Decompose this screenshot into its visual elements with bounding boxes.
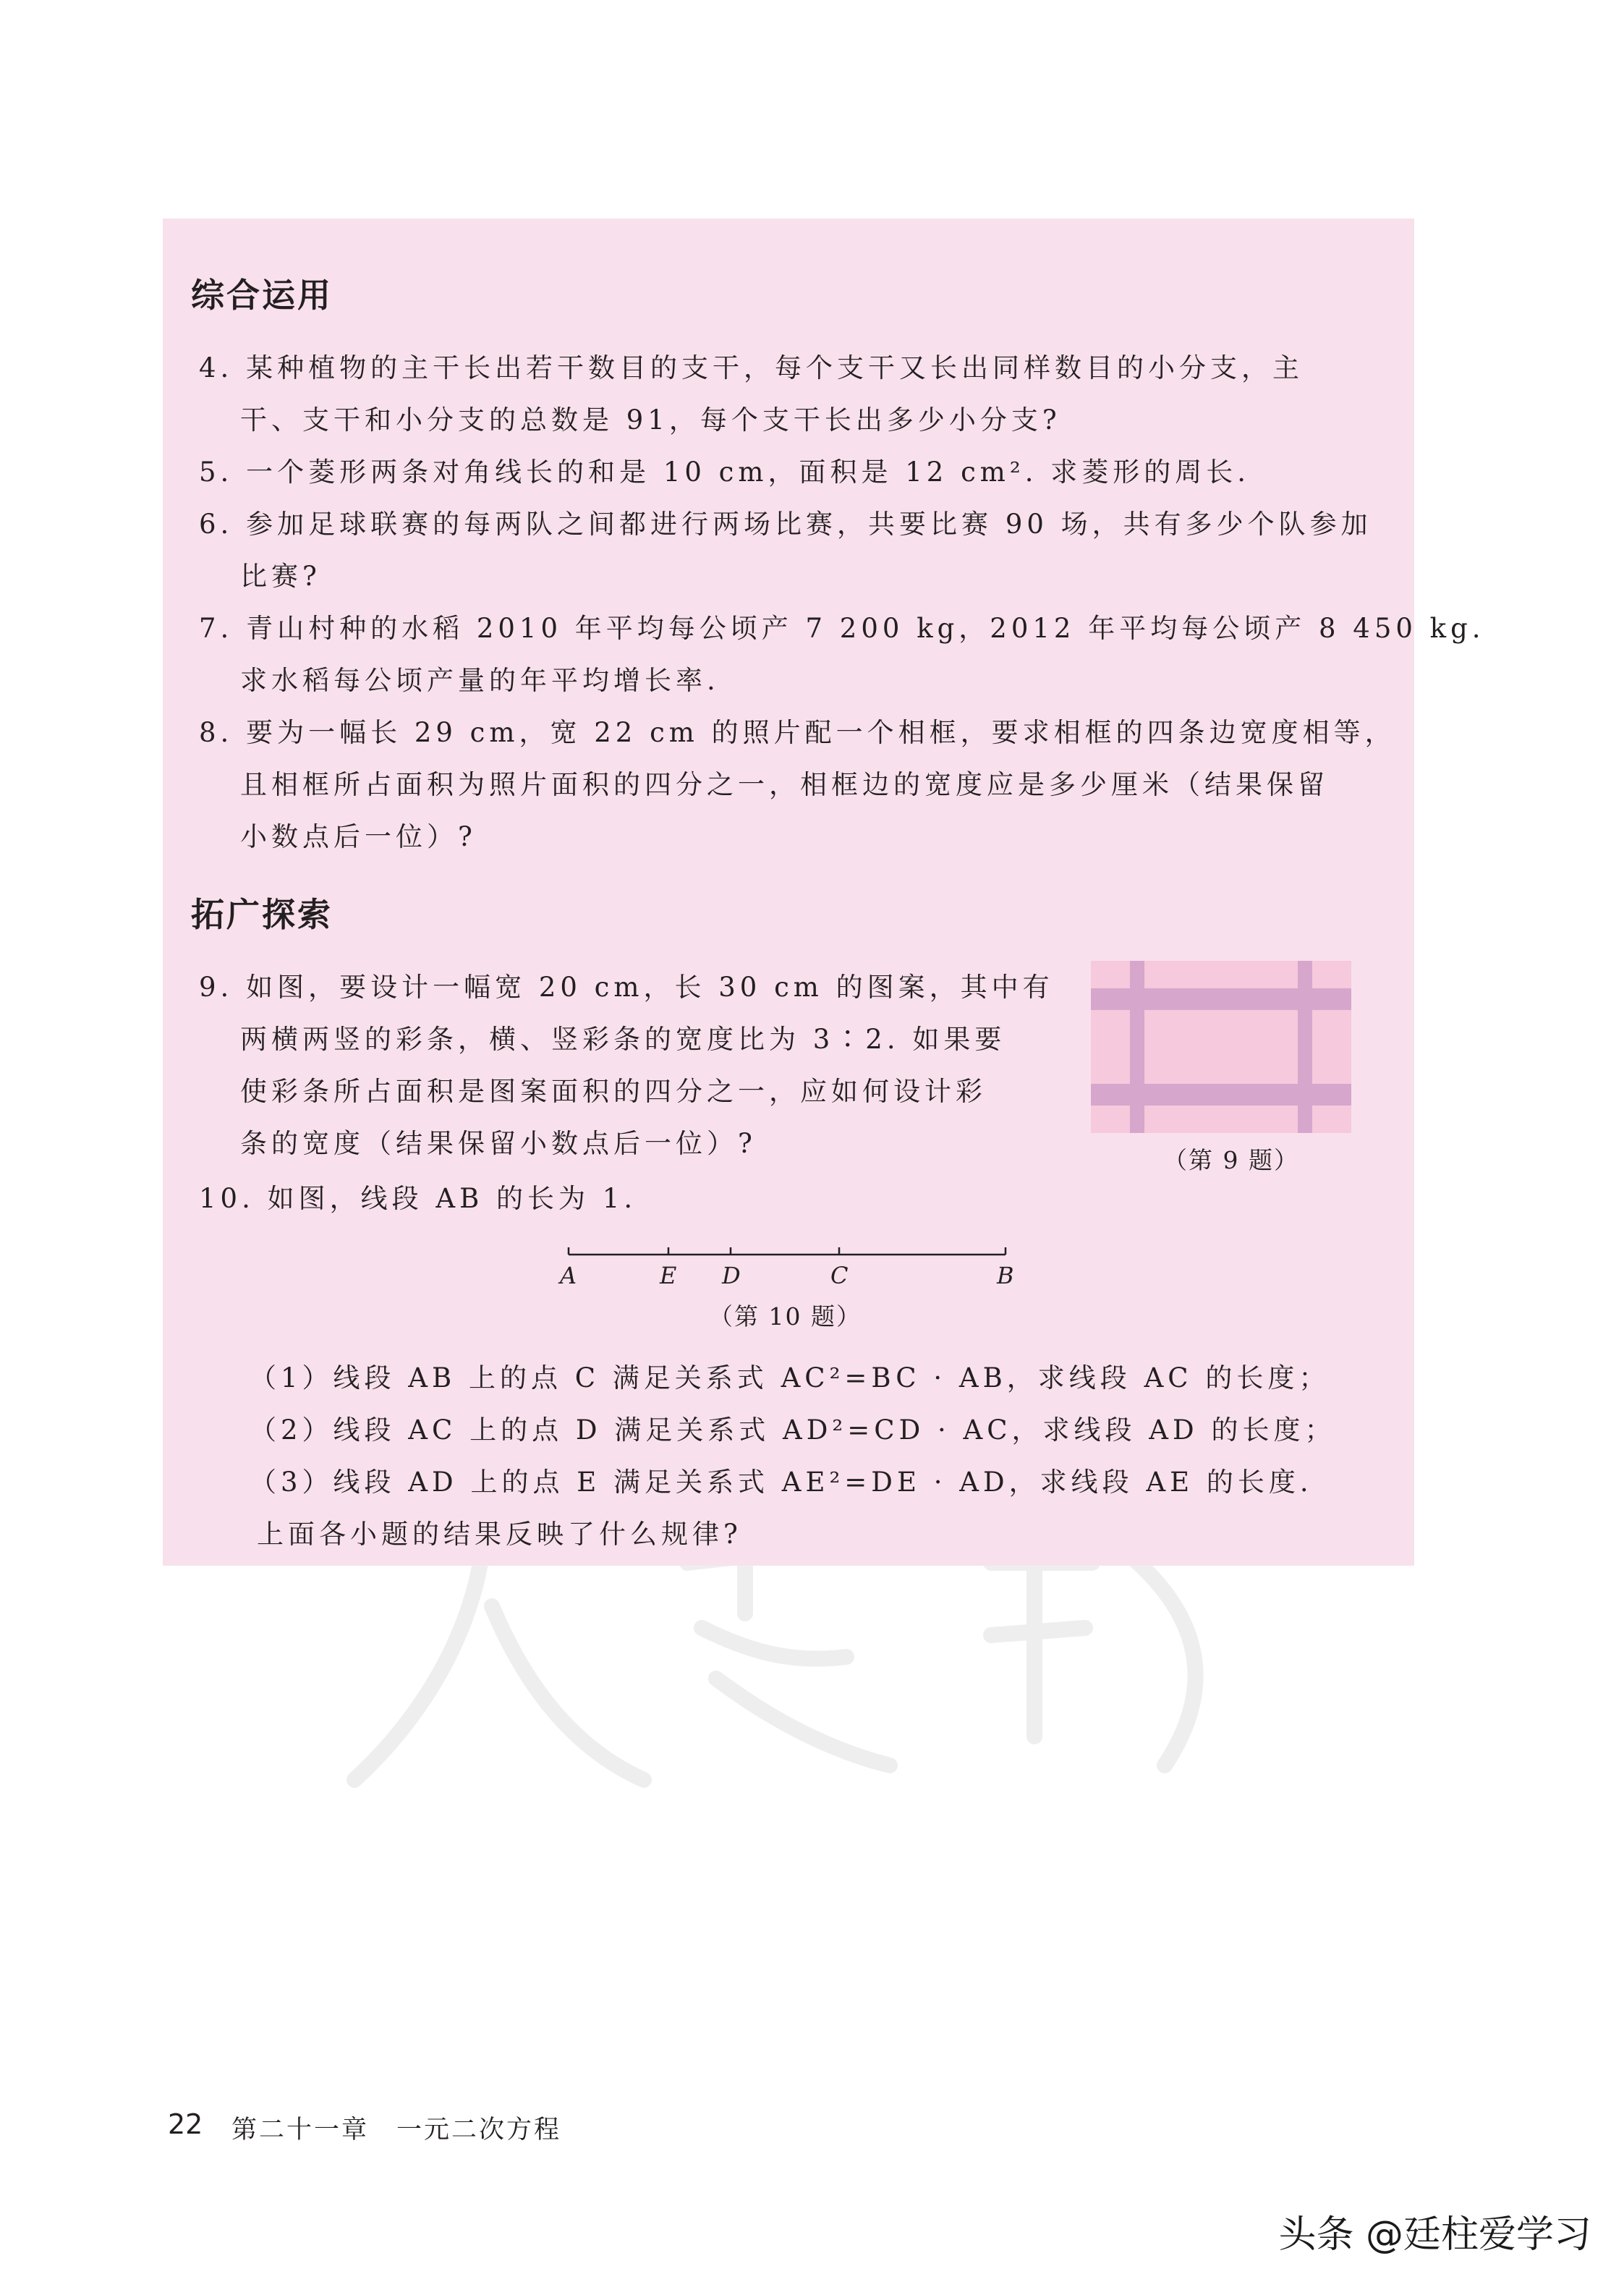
figure-9-pattern [1091,961,1351,1133]
figure-9-vertical-stripe [1130,961,1144,1133]
label-e: E [660,1262,677,1289]
figure-9-vertical-stripe [1298,961,1312,1133]
question-9-line-2: 两横两竖的彩条，横、竖彩条的宽度比为 3∶2. 如果要 [240,1024,1006,1055]
label-d: D [722,1262,741,1289]
label-b: B [997,1262,1014,1289]
question-4-line-2: 干、支干和小分支的总数是 91，每个支干长出多少小分支? [240,404,1061,436]
question-8-line-2: 且相框所占面积为照片面积的四分之一，相框边的宽度应是多少厘米（结果保留 [240,769,1329,800]
question-5: 5. 一个菱形两条对角线长的和是 10 cm，面积是 12 cm². 求菱形的周长. [199,457,1250,488]
figure-9-caption: （第 9 题） [1163,1146,1299,1174]
section-title-comprehensive: 综合运用 [191,276,333,315]
question-7-line-1: 7. 青山村种的水稻 2010 年平均每公顷产 7 200 kg，2012 年平均每公顷产 8 450 kg. [199,613,1485,644]
question-9-line-3: 使彩条所占面积是图案面积的四分之一，应如何设计彩 [240,1076,987,1107]
page-number: 22 [168,2108,203,2140]
question-9-line-1: 9. 如图，要设计一幅宽 20 cm，长 30 cm 的图案，其中有 [199,972,1054,1003]
question-6-line-1: 6. 参加足球联赛的每两队之间都进行两场比赛，共要比赛 90 场，共有多少个队参加 [199,509,1372,540]
question-4-line-1: 4. 某种植物的主干长出若干数目的支干，每个支干又长出同样数目的小分支，主 [199,352,1304,383]
question-10-part-1: （1）线段 AB 上的点 C 满足关系式 AC²=BC · AB，求线段 AC 的长度； [250,1362,1330,1393]
chapter-title: 第二十一章 一元二次方程 [231,2116,562,2144]
question-6-line-2: 比赛? [240,561,321,592]
source-watermark-text: 头条 @廷柱爱学习 [1278,2213,1591,2257]
question-7-line-2: 求水稻每公顷产量的年平均增长率. [240,665,720,696]
question-10-conclusion: 上面各小题的结果反映了什么规律? [257,1519,742,1550]
question-9-line-4: 条的宽度（结果保留小数点后一位）? [240,1128,757,1159]
figure-10-segment [557,1243,1034,1295]
section-title-explore: 拓广探索 [191,895,333,934]
question-10-part-3: （3）线段 AD 上的点 E 满足关系式 AE²=DE · AD，求线段 AE 的长度. [250,1467,1313,1498]
question-8-line-3: 小数点后一位）? [240,821,477,852]
figure-10-caption: （第 10 题） [709,1302,862,1331]
question-10: 10. 如图，线段 AB 的长为 1. [199,1183,637,1214]
question-8-line-1: 8. 要为一幅长 29 cm，宽 22 cm 的照片配一个相框，要求相框的四条边宽度相等， [199,717,1396,748]
label-c: C [830,1262,849,1289]
label-a: A [560,1262,577,1289]
question-10-part-2: （2）线段 AC 上的点 D 满足关系式 AD²=CD · AC，求线段 AD 的长度； [250,1414,1336,1446]
